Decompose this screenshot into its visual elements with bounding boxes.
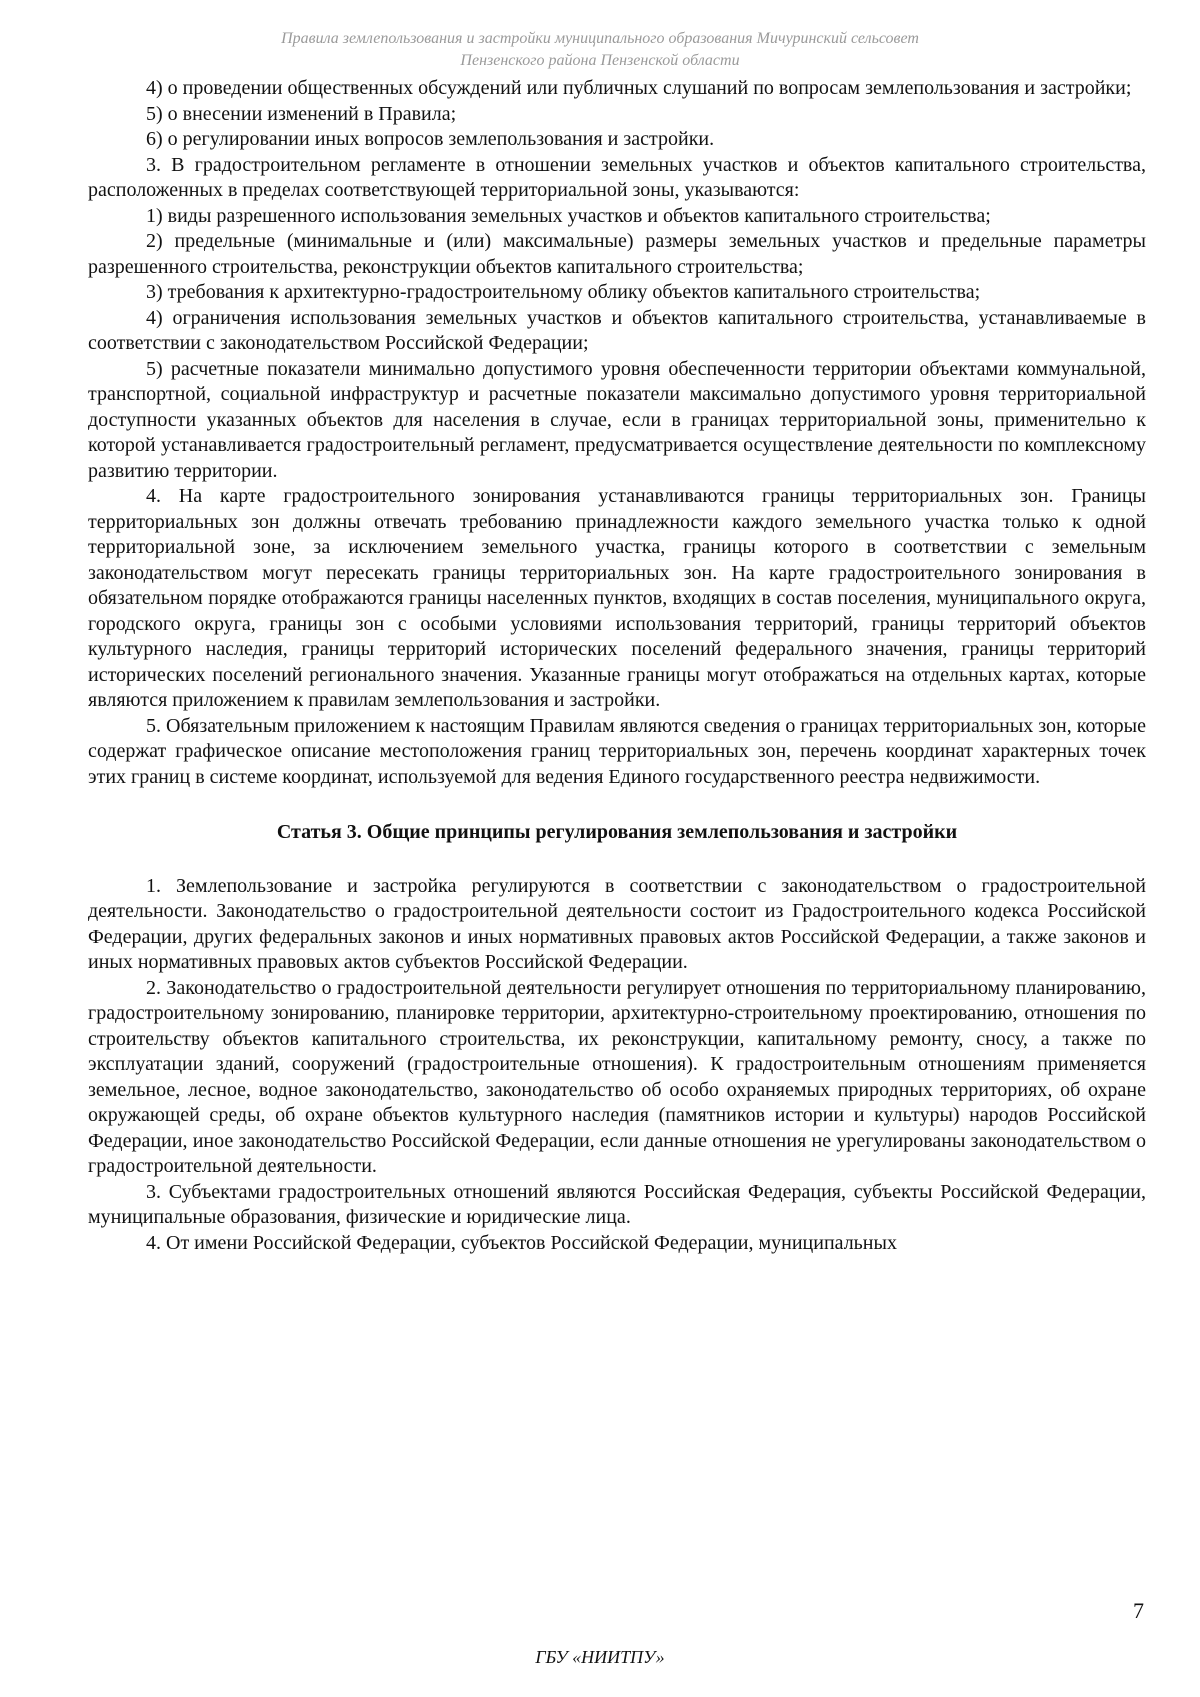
- paragraph: 5) о внесении изменений в Правила;: [146, 102, 457, 125]
- paragraph: 1) виды разрешенного использования земельных участков и объектов капитального строительства;: [146, 204, 991, 227]
- paragraph: 4. На карте градостроительного зонирования устанавливаются границы территориальных зон. Границы территориальных зон должны отвечать требованию принадлежности каждого земельного участка только к одной территориальной зоне, за исключением земельного участка, границы которого в соответствии с земельным законодательством могут пересекать границы территориальных зон. На карте градостроительного зонирования в обязательном порядке отображаются границы населенных пунктов, входящих в состав поселения, муниципального округа, городского округа, границы зон с особыми условиями использования территорий, границы территорий объектов культурного наследия, границы территорий исторических поселений федерального значения, границы территорий исторических поселений регионального значения. Указанные границы могут отображаться на отдельных картах, которые являются приложением к правилам землепользования и застройки.: [88, 485, 1146, 711]
- paragraph: 2. Законодательство о градостроительной деятельности регулирует отношения по территориальному планированию, градостроительному зонированию, планировке территории, архитектурно-строительному проектированию, отношения по строительству объектов капитального строительства, их реконструкции, капитальному ремонту, сносу, а также по эксплуатации зданий, сооружений (градостроительные отношения). К градостроительным отношениям применяется земельное, лесное, водное законодательство, законодательство об особо охраняемых природных территориях, об охране окружающей среды, об охране объектов культурного наследия (памятников истории и культуры) народов Российской Федерации, иное законодательство Российской Федерации, если данные отношения не урегулированы законодательством о градостроительной деятельности.: [88, 976, 1146, 1177]
- paragraph: 6) о регулировании иных вопросов землепользования и застройки.: [146, 128, 715, 150]
- paragraph: 3) требования к архитектурно-градостроительному облику объектов капитального строительства;: [146, 281, 981, 303]
- running-header: [0, 28, 1200, 72]
- page-number: 7: [1133, 1598, 1144, 1623]
- document-body: [88, 76, 1146, 1256]
- paragraph: 5) расчетные показатели минимально допустимого уровня обеспеченности территории объектами коммунальной, транспортной, социальной инфраструктур и расчетные показатели максимально допустимого уровня территориальной доступности указанных объектов для населения в случае, если в границах территориальной зоны, применительно к которой устанавливается градостроительный регламент, предусматривается осуществление деятельности по комплексному развитию территории.: [88, 357, 1146, 482]
- paragraph: 1. Землепользование и застройка регулируются в соответствии с законодательством о градостроительной деятельности. Законодательство о градостроительной деятельности состоит из Градостроительного кодекса Российской Федерации, других федеральных законов и иных нормативных правовых актов Российской Федерации, а также законов и иных нормативных правовых актов субъектов Российской Федерации.: [88, 874, 1146, 973]
- paragraph: 3. В градостроительном регламенте в отношении земельных участков и объектов капитального строительства, расположенных в пределах соответствующей территориальной зоны, указываются:: [88, 153, 1146, 201]
- paragraph: 3. Субъектами градостроительных отношений являются Российская Федерация, субъекты Российской Федерации, муниципальные образования, физические и юридические лица.: [88, 1180, 1146, 1228]
- running-header-line-1: Правила землепользования и застройки муниципального образования Мичуринский сельсовет: [281, 30, 919, 47]
- paragraph: 5. Обязательным приложением к настоящим Правилам являются сведения о границах территориальных зон, которые содержат графическое описание местоположения границ территориальных зон, перечень координат характерных точек этих границ в системе координат, используемой для ведения Единого государственного реестра недвижимости.: [88, 714, 1146, 788]
- paragraph: 4) о проведении общественных обсуждений или публичных слушаний по вопросам землепользования и застройки;: [146, 77, 1132, 99]
- paragraph: 4) ограничения использования земельных участков и объектов капитального строительства, устанавливаемые в соответствии с законодательством Российской Федерации;: [88, 306, 1146, 354]
- running-header-line-2: Пензенского района Пензенской области: [460, 52, 740, 69]
- paragraph: 2) предельные (минимальные и (или) максимальные) размеры земельных участков и предельные параметры разрешенного строительства, реконструкции объектов капитального строительства;: [88, 230, 1146, 278]
- page-footer: ГБУ «НИИТПУ»: [535, 1647, 665, 1667]
- article-heading: Статья 3. Общие принципы регулирования землепользования и застройки: [276, 821, 958, 843]
- paragraph: 4. От имени Российской Федерации, субъектов Российской Федерации, муниципальных: [146, 1231, 897, 1254]
